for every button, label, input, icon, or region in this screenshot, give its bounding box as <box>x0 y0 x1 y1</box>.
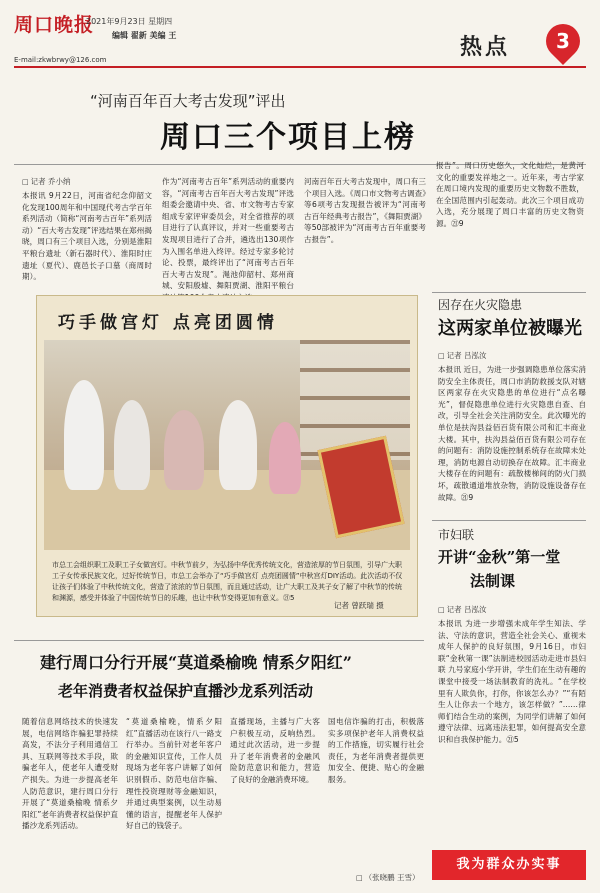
lead-kicker: “河南百年百大考古发现”评出 <box>90 92 286 110</box>
lead-col-3: 河南百年百大考古发现中，周口有三个项目入选。《周口市文物考古调查》等6项考古发现报告被评为“河南考古百年经典考古报告”，《舞阳贾湖》等50部被评为“河南考古百年重要考古报告”。 <box>304 177 426 244</box>
service-banner: 我为群众办实事 <box>432 850 586 880</box>
masthead <box>0 0 600 72</box>
photo-feature-title: 巧手做宫灯 点亮团圆情 <box>58 313 278 333</box>
section-title: 热点 <box>460 34 511 60</box>
issue-date: 2021年9月23日 星期四 <box>86 17 173 26</box>
bottom-col-2: “莫道桑榆晚，情系夕阳红”直播活动在该行八一路支行举办。当前针对老年客户的金融知识宣传，工作人员现场为老年客户讲解了如何识别假币、防范电信诈骗、理性投资理财等金融知识，并通过典型案例，以生动易懂的语言，提醒老年人保护好自己的钱袋子。 <box>126 717 222 831</box>
bottom-col-4: 国电信诈骗的打击，积极落实多项保护老年人消费权益的工作措施，切实履行社会责任，为老年消费者提供更加安全、便捷、贴心的金融服务。 <box>328 717 424 784</box>
edition-editors: 编辑 翟新 美编 王 <box>112 31 177 40</box>
bottom-rule <box>14 640 424 641</box>
page-number: 3 <box>556 29 570 53</box>
bottom-col-1: 随着信息网络技术的快速发展，电信网络诈骗犯罪持续高发，不法分子利用通信工具、互联网等技术手段，欺骗老年人，使老年人遭受财产损失。为进一步提高老年人防范意识，建行周口分行开展了“莫道桑榆晚 情系夕阳红”老年消费者权益保护直播沙龙系列活动。 <box>22 717 118 831</box>
right-rule-2 <box>432 520 586 521</box>
bottom-credit: □ （张晓鹏 王雪） <box>356 872 420 883</box>
lead-col-2: 作为“河南考古百年”系列活动的重要内容，“河南考古百年百大考古发现”评选组委会邀请中央、省、市文物考古专家组成专家评审委员会，对全省推荐的项目进行了认真评议，并对一些重要考古发现项目进行了合并，遴选出130项作为入围名单进入终评。经过专家多轮讨论、投票，最终评出了“河南考古百年百大考古发现”。渑池仰韶村、郑州商城、安阳殷墟、舞阳贾湖、淮阳平粮台 <box>162 177 294 291</box>
lantern-workshop-photo <box>44 340 410 550</box>
right2-headline-1: 开讲“金秋”第一堂 <box>438 548 561 566</box>
right1-body: 本报讯 近日，为进一步强调隐患单位落实消防安全主体责任，周口市消防救援支队对辖区两家存在火灾隐患的单位进行“点名曝光”，督促隐患单位进行火灾隐患自查、自改，引导全社会关注消防安全。此次曝光的单位是扶沟县益佰百货有限公司和汇丰商业大楼。其中，扶沟县益佰百货有限公司存在的问题有：消防设施控制系统存在故障未处理，消防电源自动切换存在故障。汇丰商业大楼存在的问题有：疏散楼梯间的防火门损坏，疏散通道堆放杂物，消防设施设备存在故障。㉑9 <box>438 365 586 502</box>
lead-headline: 周口三个项目上榜 <box>160 120 416 155</box>
newspaper-logo: 周口晚报 <box>14 14 95 36</box>
adult-figure <box>219 400 257 490</box>
lead-col-1: 本报讯 9月22日，河南省纪念仰韶文化发现100周年和中国现代考古学百年系列活动（简称“河南考古百年”系列活动）“百大考古发现”评选结果在郑州揭晓，周口有三个项目入选，分别是淮阳平粮台遗址（新石器时代）、淮阳时庄遗址（夏代）、鹿邑长子口墓（商周时期）。 <box>22 191 152 282</box>
bottom-headline-1: 建行周口分行开展“莫道桑榆晚 情系夕阳红” <box>40 653 352 672</box>
masthead-rule <box>14 66 586 68</box>
page-number-badge <box>539 17 587 65</box>
bottom-col-3: 直播现场，主播与广大客户积极互动，反响热烈。通过此次活动，进一步提升了老年消费者的金融风险防范意识和能力，营造了良好的金融消费环境。 <box>230 717 320 784</box>
right2-kicker: 市妇联 <box>438 528 475 542</box>
lead-col-4: 报告”。周口历史悠久，文化灿烂，是黄河文化的重要发祥地之一。近年来，考古学家在周口境内发现的重要历史文物数不胜数，在全国范围内引起轰动。此次三个项目成功入选，充分展现了周口丰富的历史文物资源。㉑9 <box>436 161 584 228</box>
adult-figure <box>64 380 104 490</box>
child-figure <box>164 410 204 490</box>
right1-headline: 这两家单位被曝光 <box>438 318 582 339</box>
lead-byline: □ 记者 乔小纳 <box>22 176 71 187</box>
right2-body: 本报讯 为进一步增强未成年学生知法、学法、守法的意识，营造全社会关心、重视未成年人保护的良好氛围，9月16日，市妇联“金秋第一课”法制进校园活动走进市县妇联 九号家庭小学开讲，学生们在生动有趣的课堂中接受一场法制教育的洗礼。“在学校里有人欺负你，打你，你该怎么办？”“有陌生人让你去一个地方，该怎样做？”……律师们结合生动的案例，为同学们讲解了如何遵守法律、远离违法犯罪，如何提高安全意识和自我保护能力。㉑5 <box>438 619 586 744</box>
photo-caption: 市总工会组织职工及职工子女做宫灯。中秋节前夕，为弘扬中华优秀传统文化，营造浓厚的节日氛围，引导广大职工子女传承民族文化，过好传统节日，市总工会举办了“巧手做宫灯 点亮团圆情”中秋宫灯DIY活动。此次活动不仅让孩子们体验了中秋传统文化，营造了浓浓的节日氛围，而且通过活动，让广大职工及其子女了解了中秋节的传统和渊源，感受并体验了中国传统节日的乐趣，也让中秋节变得更加有意义。㉑5 <box>52 561 403 602</box>
right-rule-1 <box>432 292 586 293</box>
child-figure <box>269 422 301 494</box>
right1-byline: □ 记者 吕泓汝 <box>438 350 487 361</box>
photo-credit: 记者 曾跃瑞 摄 <box>334 601 384 610</box>
right2-byline: □ 记者 吕泓汝 <box>438 604 487 615</box>
right2-headline-2: 法制课 <box>470 572 516 590</box>
contact-email: E-mail:zkwbrwy@126.com <box>14 56 107 64</box>
child-figure <box>114 400 150 490</box>
right1-kicker: 因存在火灾隐患 <box>438 298 523 312</box>
bottom-headline-2: 老年消费者权益保护直播沙龙系列活动 <box>58 682 314 700</box>
